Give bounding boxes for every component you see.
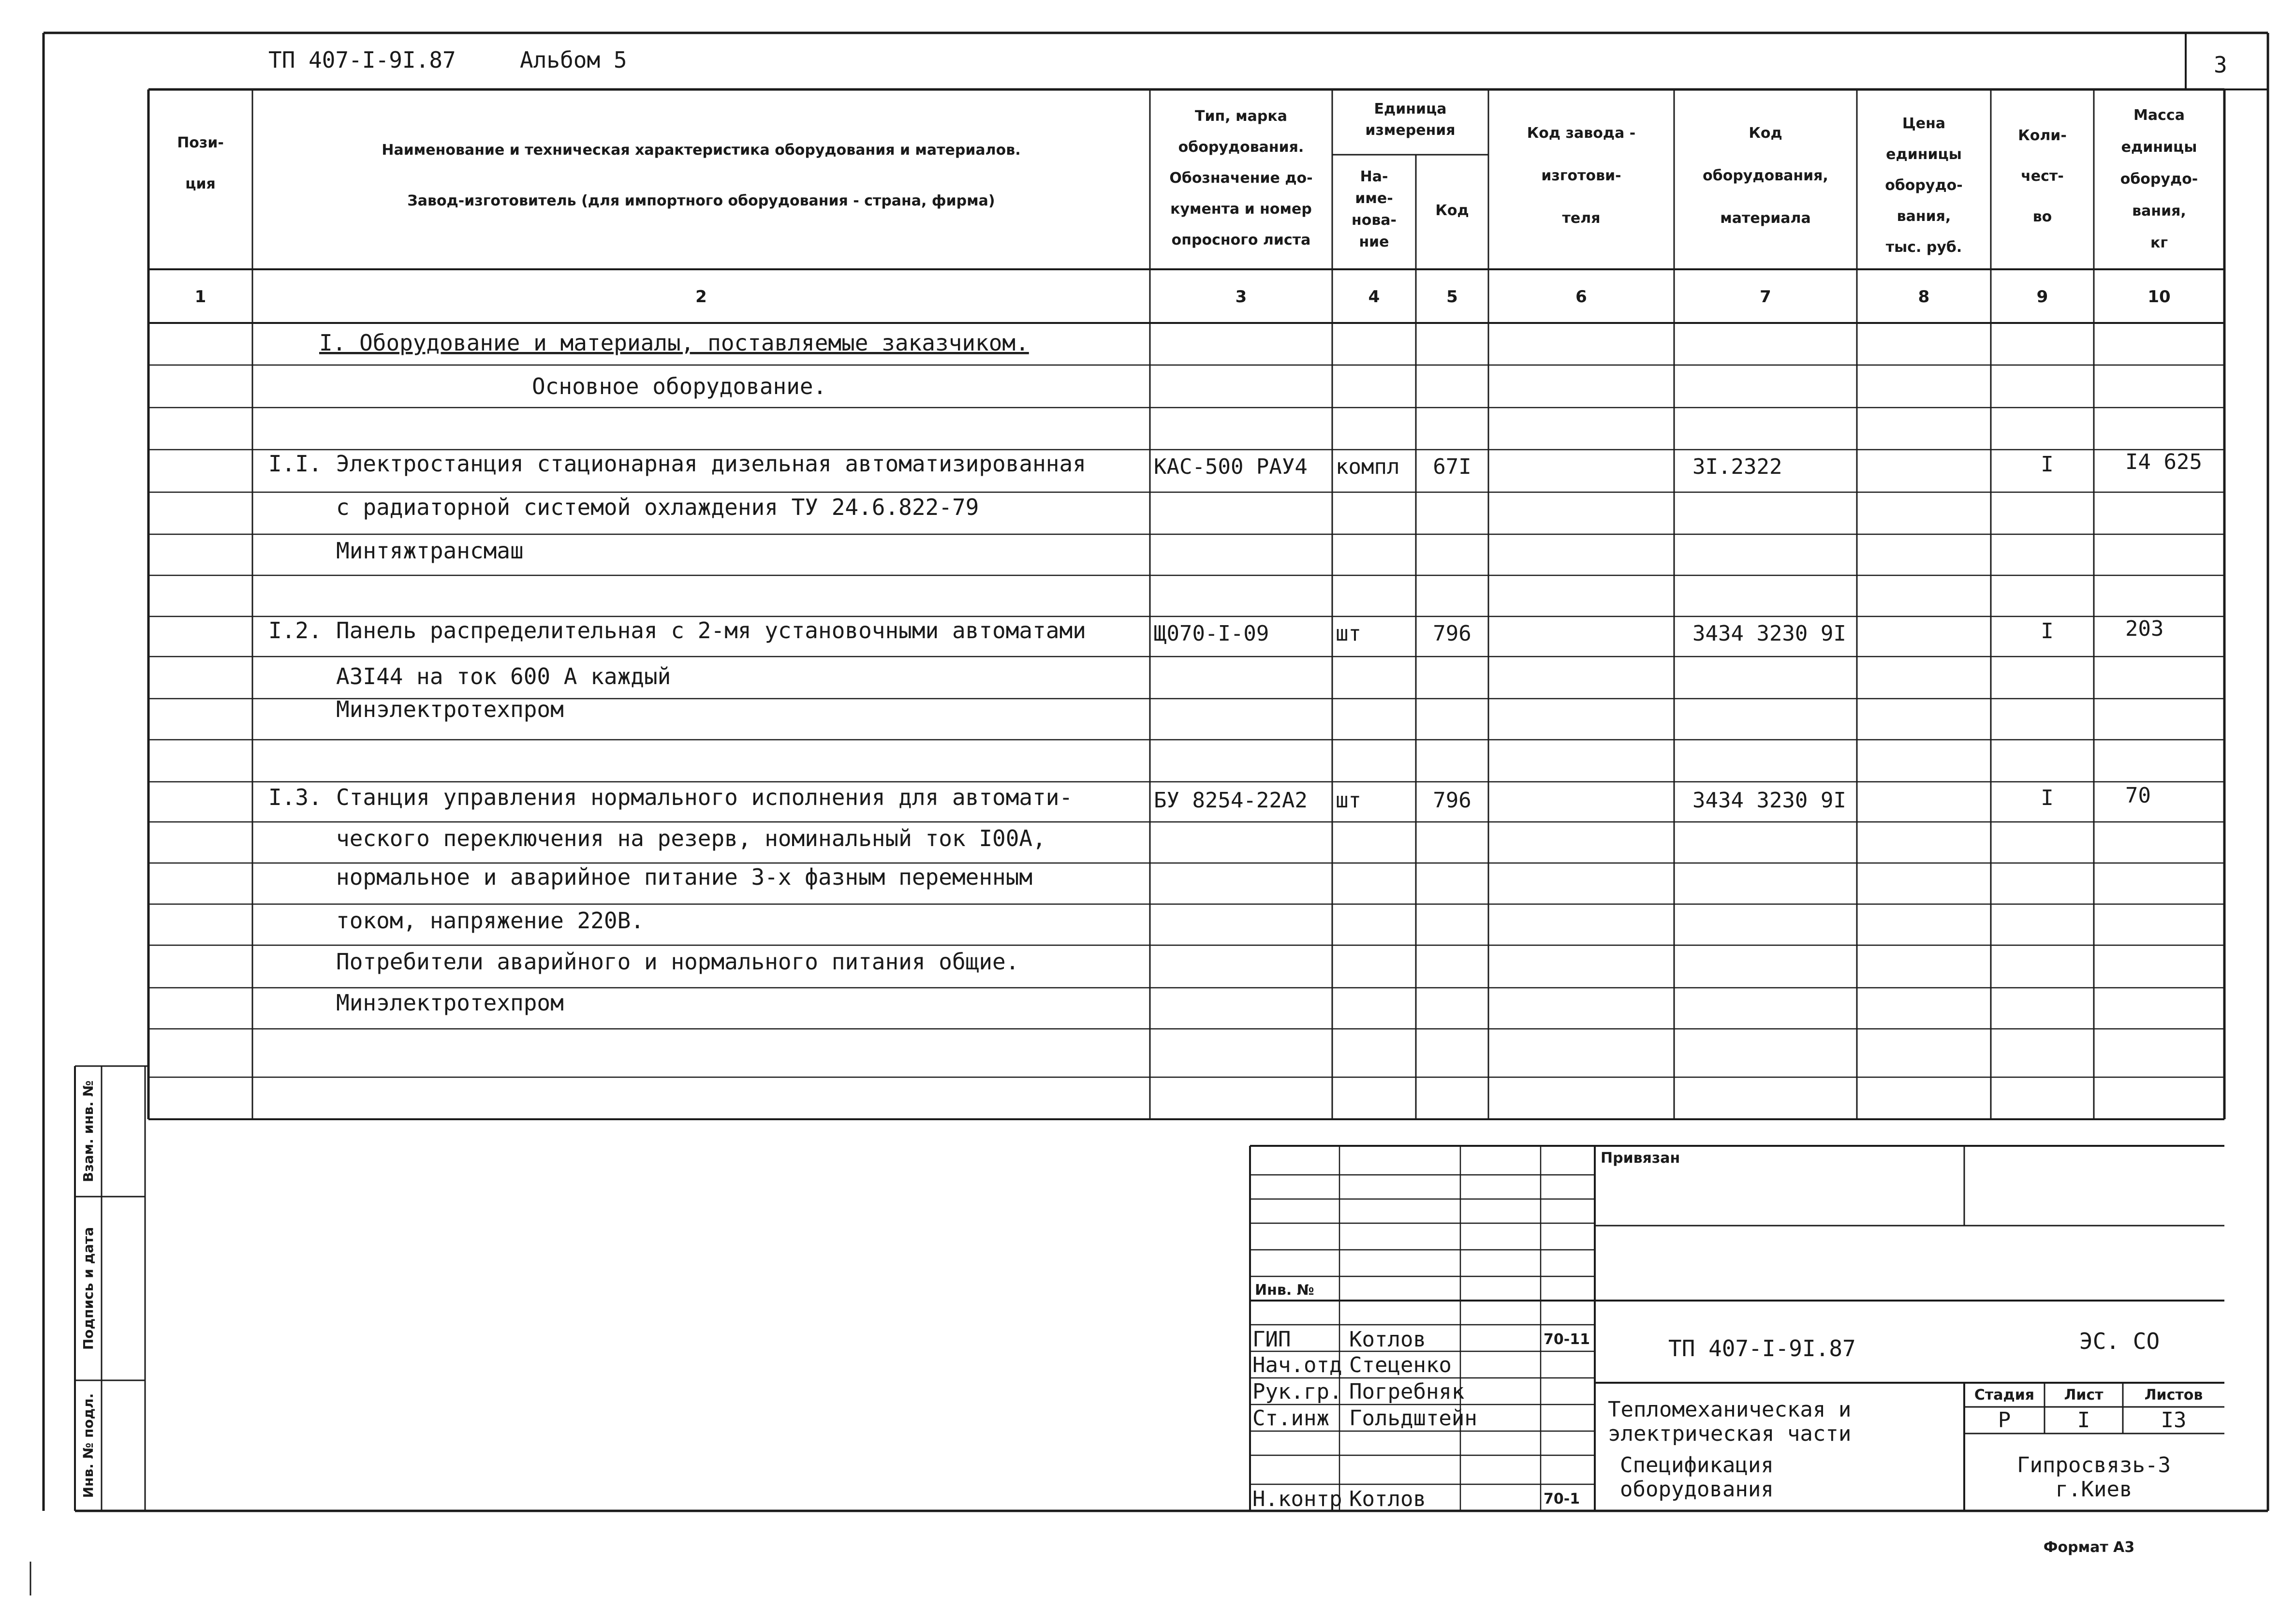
item-mass: 70: [2125, 783, 2151, 808]
item-unit-code: 67I: [1433, 454, 1471, 479]
stage-label: Стадия: [1974, 1387, 2035, 1404]
signer-role: Н.контр: [1252, 1487, 1342, 1511]
album-label: Альбом 5: [520, 47, 627, 73]
header-mass: Масса: [2133, 107, 2185, 124]
column-number: 9: [2036, 287, 2048, 307]
item-mass: 203: [2125, 616, 2164, 641]
column-number: 7: [1760, 287, 1771, 307]
item-unit-code: 796: [1433, 621, 1471, 646]
item-description: Потребители аварийного и нормального питания общие.: [336, 949, 1019, 975]
header-name: Наименование и техническая характеристика оборудования и материалов.: [382, 142, 1021, 159]
item-description: Минэлектротехпром: [336, 696, 564, 722]
header-type: опросного листа: [1171, 232, 1311, 249]
item-unit: шт: [1336, 621, 1361, 646]
sheet-value: I: [2077, 1408, 2090, 1433]
item-unit: компл: [1336, 454, 1400, 479]
header-mass: вания,: [2132, 203, 2186, 219]
item-description: Минэлектротехпром: [336, 990, 564, 1016]
header-plant-code: изготови-: [1541, 167, 1621, 184]
item-type: БУ 8254-22А2: [1154, 788, 1308, 813]
header-unit-name: На-: [1360, 168, 1388, 185]
header-position: Пози-: [177, 134, 224, 151]
column-number: 5: [1446, 287, 1458, 307]
column-number: 4: [1368, 287, 1380, 307]
header-mass: кг: [2150, 234, 2168, 251]
item-description: током, напряжение 220В.: [336, 907, 644, 934]
signer-name: Погребняк: [1349, 1379, 1465, 1404]
header-price: оборудо-: [1885, 177, 1963, 194]
subsection-title: Основное оборудование.: [532, 373, 827, 399]
org-city: г.Киев: [2055, 1477, 2133, 1502]
item-equip-code: 3434 3230 9I: [1692, 788, 1846, 813]
item-qty: I: [2041, 786, 2054, 810]
title-doc-code: ТП 407-I-9I.87: [1668, 1335, 1856, 1361]
subtitle-line: оборудования: [1620, 1477, 1774, 1502]
column-number: 2: [695, 287, 707, 307]
signer-date: 70-11: [1544, 1331, 1590, 1348]
item-position: I.3.: [268, 784, 322, 810]
signer-role: ГИП: [1252, 1327, 1291, 1352]
header-unit-code: Код: [1435, 202, 1469, 219]
stage-value: Р: [1998, 1408, 2011, 1433]
item-qty: I: [2041, 452, 2054, 477]
header-name-plant: Завод-изготовитель (для импортного оборудования - страна, фирма): [407, 192, 995, 209]
signer-role: Рук.гр.: [1252, 1379, 1342, 1404]
signer-name: Котлов: [1349, 1327, 1426, 1352]
item-description: нормальное и аварийное питание 3-х фазным переменным: [336, 864, 1033, 890]
title-mark: ЭС. СО: [2079, 1328, 2160, 1354]
header-position: ция: [185, 176, 216, 192]
signer-role: Ст.инж: [1252, 1406, 1329, 1431]
item-unit-code: 796: [1433, 788, 1471, 813]
header-plant-code: Код завода -: [1527, 125, 1636, 142]
grid-lines: [30, 33, 2268, 1595]
header-type: оборудования.: [1178, 139, 1304, 156]
header-equip-code: материала: [1720, 210, 1811, 227]
side-stamp-label: Подпись и дата: [80, 1227, 96, 1350]
item-description: А3I44 на ток 600 А каждый: [336, 663, 671, 689]
inv-no-label: Инв. №: [1255, 1282, 1314, 1299]
item-qty: I: [2041, 619, 2054, 644]
format-label: Формат А3: [2043, 1539, 2135, 1556]
item-description: Электростанция стационарная дизельная автоматизированная: [336, 451, 1086, 477]
signer-name: Стеценко: [1349, 1353, 1452, 1377]
column-number: 3: [1235, 287, 1247, 307]
header-type: Обозначение до-: [1169, 170, 1313, 187]
side-stamp-label: Инв. № подл.: [80, 1393, 96, 1498]
column-number: 6: [1575, 287, 1587, 307]
signer-name: Котлов: [1349, 1487, 1426, 1511]
item-description: Панель распределительная с 2-мя установочными автоматами: [336, 617, 1086, 644]
header-qty: Коли-: [2018, 127, 2067, 144]
column-number: 1: [194, 287, 206, 307]
item-description: Минтяжтрансмаш: [336, 538, 524, 564]
item-description: с радиаторной системой охлаждения ТУ 24.6.822-79: [336, 494, 979, 520]
item-unit: шт: [1336, 788, 1361, 813]
subtitle-line: Спецификация: [1620, 1453, 1774, 1478]
header-qty: во: [2032, 208, 2052, 225]
header-unit: Единица: [1374, 101, 1447, 117]
column-number: 10: [2148, 287, 2171, 307]
header-price: тыс. руб.: [1885, 239, 1962, 256]
signer-name: Гольдштейн: [1349, 1406, 1477, 1431]
header-qty: чест-: [2021, 168, 2064, 185]
signer-date: 70-1: [1544, 1491, 1580, 1507]
item-type: Щ070-I-09: [1154, 621, 1269, 646]
title-line: Тепломеханическая и: [1608, 1397, 1852, 1422]
header-type: кумента и номер: [1170, 201, 1312, 218]
item-description: ческого переключения на резерв, номинальный ток I00А,: [336, 825, 1046, 851]
column-number: 8: [1918, 287, 1930, 307]
org-name: Гипросвязь-3: [2017, 1453, 2171, 1478]
item-position: I.2.: [268, 617, 322, 644]
side-stamp-label: Взам. инв. №: [80, 1080, 96, 1183]
item-type: КАС-500 РАУ4: [1154, 454, 1308, 479]
sheets-label: Листов: [2144, 1387, 2203, 1404]
sheet-number: 3: [2214, 52, 2227, 78]
sheets-value: I3: [2161, 1408, 2187, 1433]
header-equip-code: оборудования,: [1703, 167, 1828, 184]
header-unit-name: име-: [1355, 190, 1393, 207]
item-position: I.I.: [268, 451, 322, 477]
header-equip-code: Код: [1749, 125, 1782, 142]
doc-code: ТП 407-I-9I.87: [268, 47, 456, 73]
item-mass: I4 625: [2125, 450, 2202, 474]
header-price: вания,: [1897, 208, 1951, 225]
header-mass: оборудо-: [2120, 171, 2198, 188]
item-equip-code: 3434 3230 9I: [1692, 621, 1846, 646]
header-unit-name: нова-: [1351, 212, 1397, 229]
privyazan-label: Привязан: [1601, 1150, 1680, 1167]
header-unit: измерения: [1365, 122, 1456, 139]
header-plant-code: теля: [1562, 210, 1601, 227]
sheet-label: Лист: [2064, 1387, 2103, 1404]
item-equip-code: 3I.2322: [1692, 454, 1782, 479]
signer-role: Нач.отд: [1252, 1353, 1342, 1377]
section-title: I. Оборудование и материалы, поставляемые заказчиком.: [319, 330, 1029, 356]
title-line: электрическая части: [1608, 1421, 1852, 1446]
header-price: единицы: [1886, 146, 1962, 163]
header-unit-name: ние: [1359, 234, 1389, 250]
header-mass: единицы: [2121, 139, 2197, 156]
header-type: Тип, марка: [1195, 108, 1287, 125]
item-description: Станция управления нормального исполнения для автомати-: [336, 784, 1073, 810]
header-price: Цена: [1902, 115, 1946, 132]
